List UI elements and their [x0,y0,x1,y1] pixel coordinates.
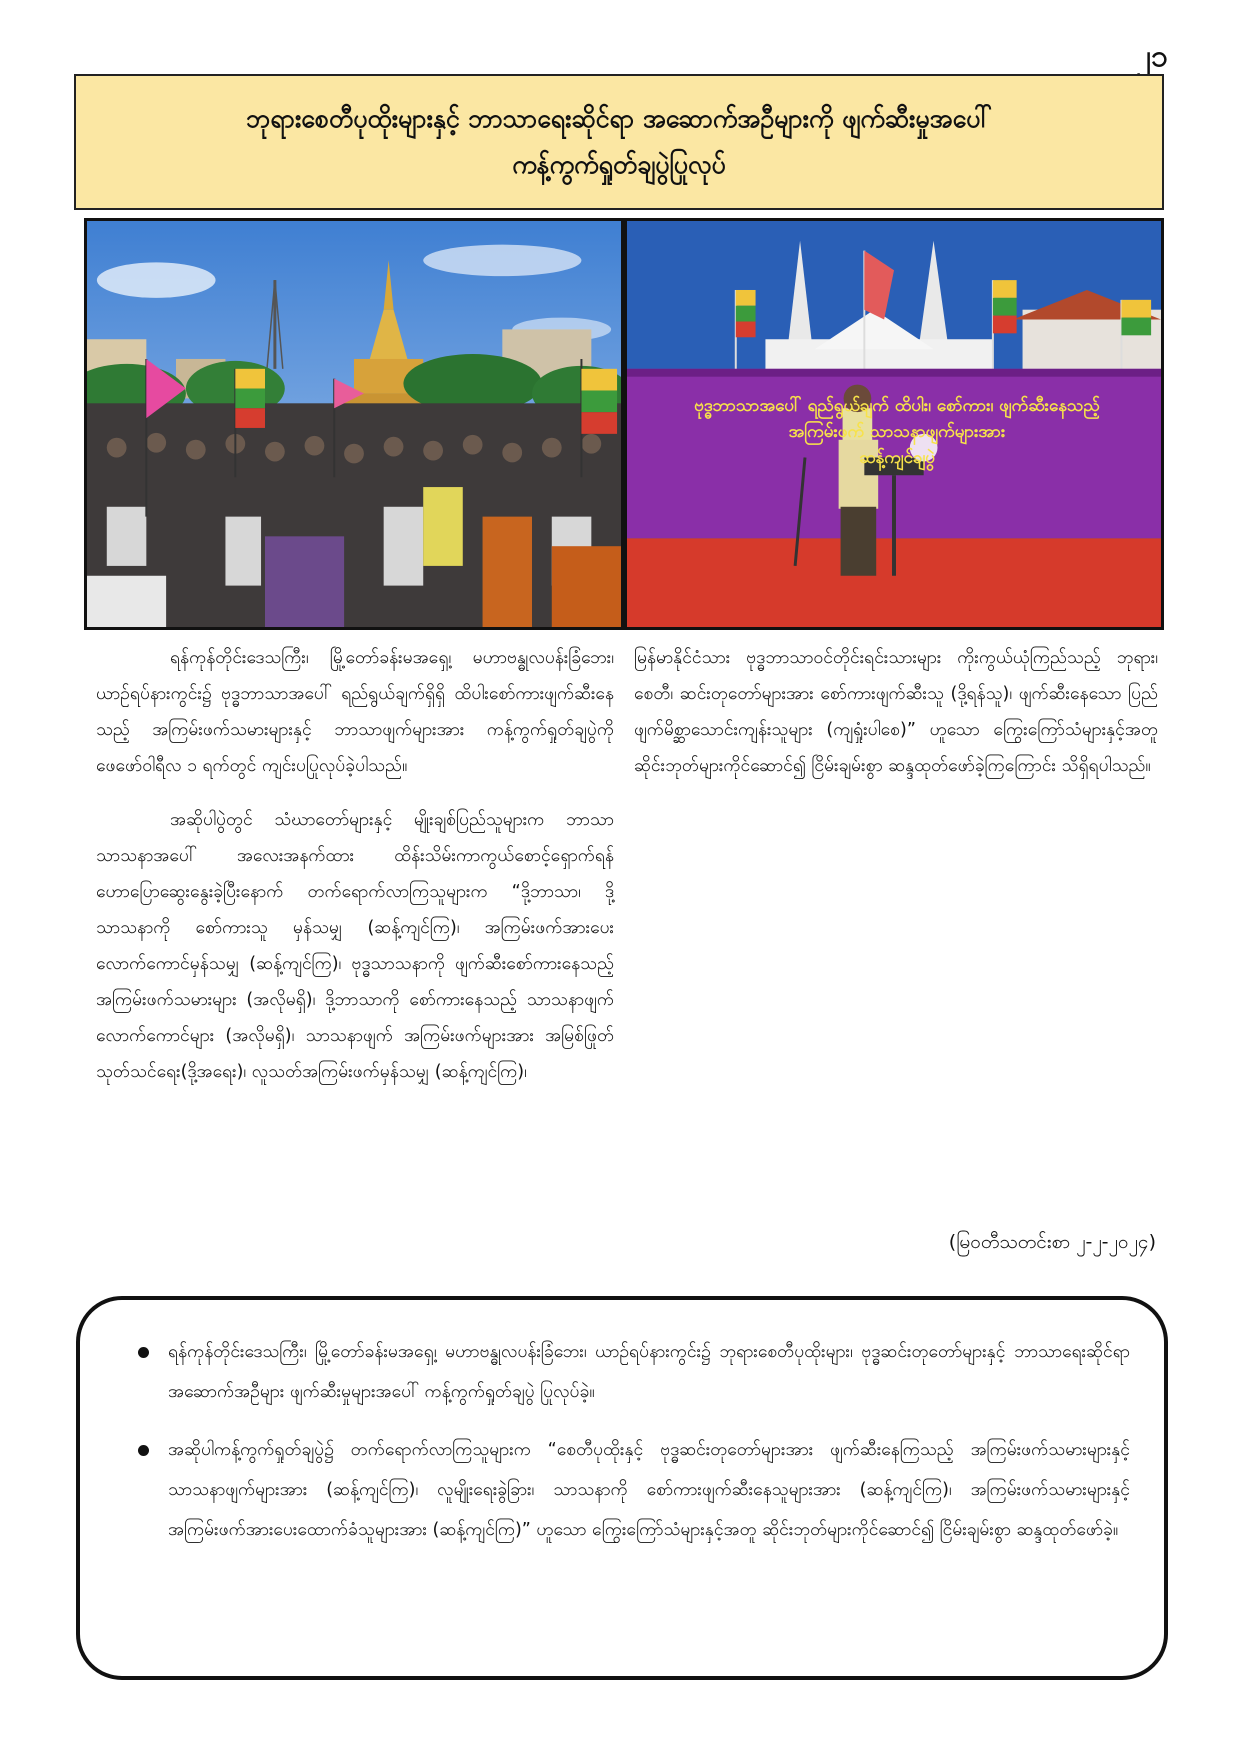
article-right-column [634,640,1158,802]
title-line-2: ကန့်ကွက်ရှုတ်ချပွဲပြုလုပ် [512,150,726,179]
article-paragraph-3: မြန်မာနိုင်ငံသား ဗုဒ္ဓဘာသာဝင်တိုင်းရင်းသားများ ကိုးကွယ်ယုံကြည်သည့် ဘုရား၊ စေတီ၊ ဆင်းတုတော်များအား စော်ကားဖျက်ဆီးသူ (ဒို့ရန်သူ)၊ ဖျက်ဆီးနေသော ပြည်ဖျက်မိစ္ဆာသောင်းကျန်းသူများ (ကျရှုံးပါစေ)” ဟူသော ကြွေးကြော်သံများနှင့်အတူ ဆိုင်းဘုတ်များကိုင်ဆောင်၍ ငြိမ်းချမ်းစွာ ဆန္ဒထုတ်ဖော်ခဲ့ကြကြောင်း သိရှိရပါသည်။ [634,648,1158,776]
summary-text-2: အဆိုပါကန့်ကွက်ရှုတ်ချပွဲ၌ တက်ရောက်လာကြသူများက “စေတီပုထိုးနှင့် ဗုဒ္ဓဆင်းတုတော်များအား ဖျက်ဆီးနေကြသည့် အကြမ်းဖက်သမားများနှင့် သာသနာဖျက်များအား (ဆန့်ကျင်ကြ)၊ လူမျိုးရေးခွဲခြား၊ သာသနာကို စော်ကားဖျက်ဆီးနေသူများအား (ဆန့်ကျင်ကြ)၊ အကြမ်းဖက်သမားများနှင့် အကြမ်းဖက်အားပေးထောက်ခံသူများအား (ဆန့်ကျင်ကြ)” ဟူသော ကြွေးကြော်သံများနှင့်အတူ ဆိုင်းဘုတ်များကိုင်ဆောင်၍ ငြိမ်းချမ်းစွာ ဆန္ဒထုတ်ဖော်ခဲ့။ [168,1440,1130,1540]
article-paragraph-2: အဆိုပါပွဲတွင် သံဃာတော်များနှင့် မျိုးချစ်ပြည်သူများက ဘာသာသာသနာအပေါ် အလေးအနက်ထား ထိန်းသိမ်းကာကွယ်စောင့်ရှောက်ရန် ဟောပြောဆွေးနွေးခဲ့ပြီးနောက် တက်ရောက်လာကြသူများက “ဒို့ဘာသာ၊ ဒို့သာသနာကို စော်ကားသူ မှန်သမျှ (ဆန့်ကျင်ကြ)၊ အကြမ်းဖက်အားပေးလောက်ကောင်မှန်သမျှ (ဆန့်ကျင်ကြ)၊ ဗုဒ္ဓသာသနာကို ဖျက်ဆီးစော်ကားနေသည့် အကြမ်းဖက်သမားများ (အလိုမရှိ)၊ ဒို့ဘာသာကို စော်ကားနေသည့် သာသနာဖျက်လောက်ကောင်များ (အလိုမရှိ)၊ သာသနာဖျက် အကြမ်းဖက်များအား အမြစ်ဖြုတ်သုတ်သင်ရေး(ဒို့အရေး)၊ လူသတ်အကြမ်းဖက်မှန်သမျှ (ဆန့်ကျင်ကြ)၊ [96,810,614,1082]
summary-item [138,1430,1130,1550]
protest-crowd-image [87,221,621,627]
page-number: ၂၁ [1136,39,1168,74]
banner-text [633,393,1161,471]
article-left-column [96,640,614,1108]
news-source: (မြဝတီသတင်းစာ ၂-၂-၂၀၂၄) [948,1231,1156,1253]
title-box [74,74,1164,210]
bullet-icon [138,1347,149,1358]
article-paragraph-1: ရန်ကုန်တိုင်းဒေသကြီး၊ မြို့တော်ခန်းမအရှေ့၊ မဟာဗန္ဓုလပန်းခြံဘေး၊ ယာဉ်ရပ်နားကွင်း၌ ဗုဒ္ဓဘာသာအပေါ် ရည်ရွယ်ချက်ရှိရှိ ထိပါးစော်ကားဖျက်ဆီးနေသည့် အကြမ်းဖက်သမားများနှင့် ဘာသာဖျက်များအား ကန့်ကွက်ရှုတ်ချပွဲကို ဖေဖော်ဝါရီလ ၁ ရက်တွင် ကျင်းပပြုလုပ်ခဲ့ပါသည်။ [96,648,614,776]
speaker-podium-photo [624,218,1164,630]
banner-line-1: ဗုဒ္ဓဘာသာအပေါ် ရည်ရွယ်ချက် ထိပါး၊ စော်ကား၊ ဖျက်ဆီးနေသည့် [694,396,1100,416]
summary-text-1: ရန်ကုန်တိုင်းဒေသကြီး၊ မြို့တော်ခန်းမအရှေ့၊ မဟာဗန္ဓုလပန်းခြံဘေး၊ ယာဉ်ရပ်နားကွင်း၌ ဘုရားစေတီပုထိုးများ၊ ဗုဒ္ဓဆင်းတုတော်များနှင့် ဘာသာရေးဆိုင်ရာ အဆောက်အဦများ ဖျက်ဆီးမှုများအပေါ် ကန့်ကွက်ရှုတ်ချပွဲ ပြုလုပ်ခဲ့။ [168,1342,1130,1402]
banner-line-2: အကြမ်းဖက် သာသနာဖျက်များအား [788,422,1006,442]
title-line-1: ဘုရားစေတီပုထိုးများနှင့် ဘာသာရေးဆိုင်ရာ အဆောက်အဦများကို ဖျက်ဆီးမှုအပေါ် [246,104,992,133]
banner-line-3: ဆန့်ကျင်ချပွဲ [859,448,935,468]
summary-box [76,1296,1168,1680]
protest-crowd-photo [84,218,624,630]
summary-item [138,1332,1130,1412]
bullet-icon [138,1445,149,1456]
